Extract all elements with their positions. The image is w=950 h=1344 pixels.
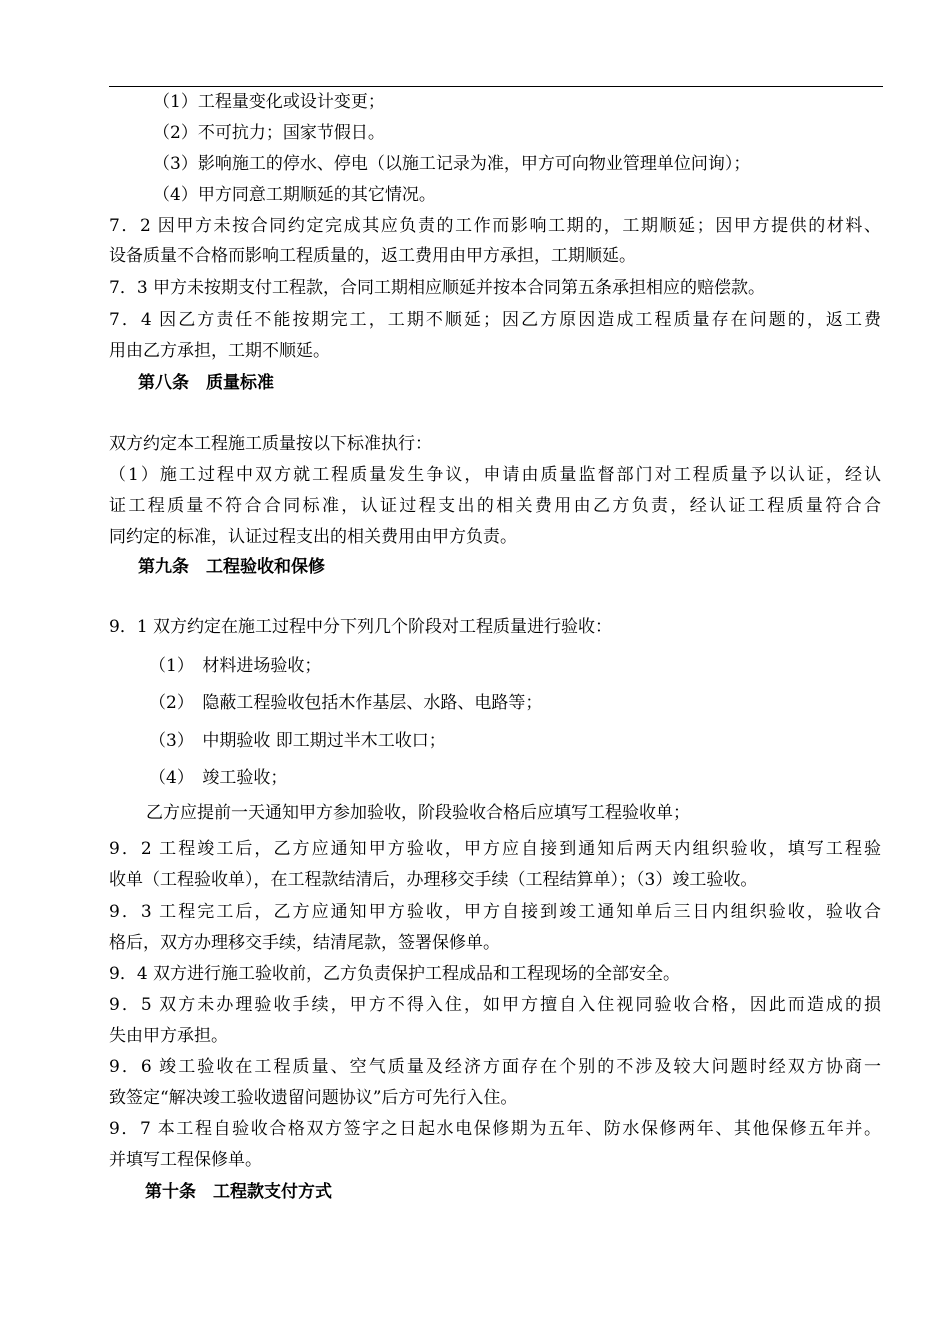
paragraph-line: 7．3 甲方未按期支付工程款，合同工期相应顺延并按本合同第五条承担相应的赔偿款。 [109, 278, 766, 298]
header-rule [109, 86, 883, 87]
paragraph-line: 7．2 因甲方未按合同约定完成其应负责的工作而影响工期的，工期顺延；因甲方提供的材料、 [109, 216, 881, 236]
list-item: （2）不可抗力；国家节假日。 [153, 123, 385, 143]
paragraph-line: 乙方应提前一天通知甲方参加验收，阶段验收合格后应填写工程验收单； [146, 803, 690, 823]
paragraph-line: 9．7 本工程自验收合格双方签字之日起水电保修期为五年、防水保修两年、其他保修五年并。 [109, 1119, 881, 1139]
paragraph-line: 并填写工程保修单。 [109, 1150, 262, 1170]
paragraph-line: 证工程质量不符合合同标准，认证过程支出的相关费用由乙方负责，经认证工程质量符合合 [109, 496, 881, 516]
paragraph-line: 9．4 双方进行施工验收前，乙方负责保护工程成品和工程现场的全部安全。 [109, 964, 681, 984]
list-item: （4） 竣工验收； [149, 768, 288, 788]
paragraph-line: 收单（工程验收单），在工程款结清后，办理移交手续（工程结算单）；（3）竣工验收。 [109, 870, 758, 890]
paragraph-line: （1）施工过程中双方就工程质量发生争议，申请由质量监督部门对工程质量予以认证，经认 [109, 465, 881, 485]
list-item: （1）工程量变化或设计变更； [153, 92, 385, 112]
list-item: （2） 隐蔽工程验收包括木作基层、水路、电路等； [149, 693, 543, 713]
section-heading: 第八条 质量标准 [138, 373, 274, 393]
paragraph-line: 9．3 工程完工后，乙方应通知甲方验收，甲方自接到竣工通知单后三日内组织验收，验收合 [109, 902, 881, 922]
paragraph-line: 失由甲方承担。 [109, 1026, 228, 1046]
paragraph-line: 致签定“解决竣工验收遗留问题协议”后方可先行入住。 [109, 1088, 518, 1108]
section-heading: 第九条 工程验收和保修 [138, 557, 325, 577]
paragraph-line: 9．1 双方约定在施工过程中分下列几个阶段对工程质量进行验收： [109, 617, 613, 637]
paragraph-line: 设备质量不合格而影响工程质量的，返工费用由甲方承担，工期顺延。 [109, 246, 636, 266]
paragraph-line: 7．4 因乙方责任不能按期完工，工期不顺延；因乙方原因造成工程质量存在问题的，返工费 [109, 310, 881, 330]
paragraph-line: 9．5 双方未办理验收手续，甲方不得入住，如甲方擅自入住视同验收合格，因此而造成的损 [109, 995, 881, 1015]
paragraph-line: 用由乙方承担，工期不顺延。 [109, 341, 330, 361]
list-item: （4）甲方同意工期顺延的其它情况。 [153, 185, 436, 205]
paragraph-line: 9．2 工程竣工后，乙方应通知甲方验收，甲方应自接到通知后两天内组织验收，填写工程验 [109, 839, 881, 859]
paragraph-line: 同约定的标准，认证过程支出的相关费用由甲方负责。 [109, 527, 517, 547]
list-item: （3） 中期验收 即工期过半木工收口； [149, 731, 446, 751]
section-heading: 第十条 工程款支付方式 [145, 1182, 332, 1202]
paragraph-line: 双方约定本工程施工质量按以下标准执行： [109, 434, 432, 454]
list-item: （1） 材料进场验收； [149, 656, 322, 676]
paragraph-line: 格后，双方办理移交手续，结清尾款，签署保修单。 [109, 933, 500, 953]
list-item: （3）影响施工的停水、停电（以施工记录为准，甲方可向物业管理单位问询）； [153, 154, 751, 174]
paragraph-line: 9．6 竣工验收在工程质量、空气质量及经济方面存在个别的不涉及较大问题时经双方协商一 [109, 1057, 881, 1077]
